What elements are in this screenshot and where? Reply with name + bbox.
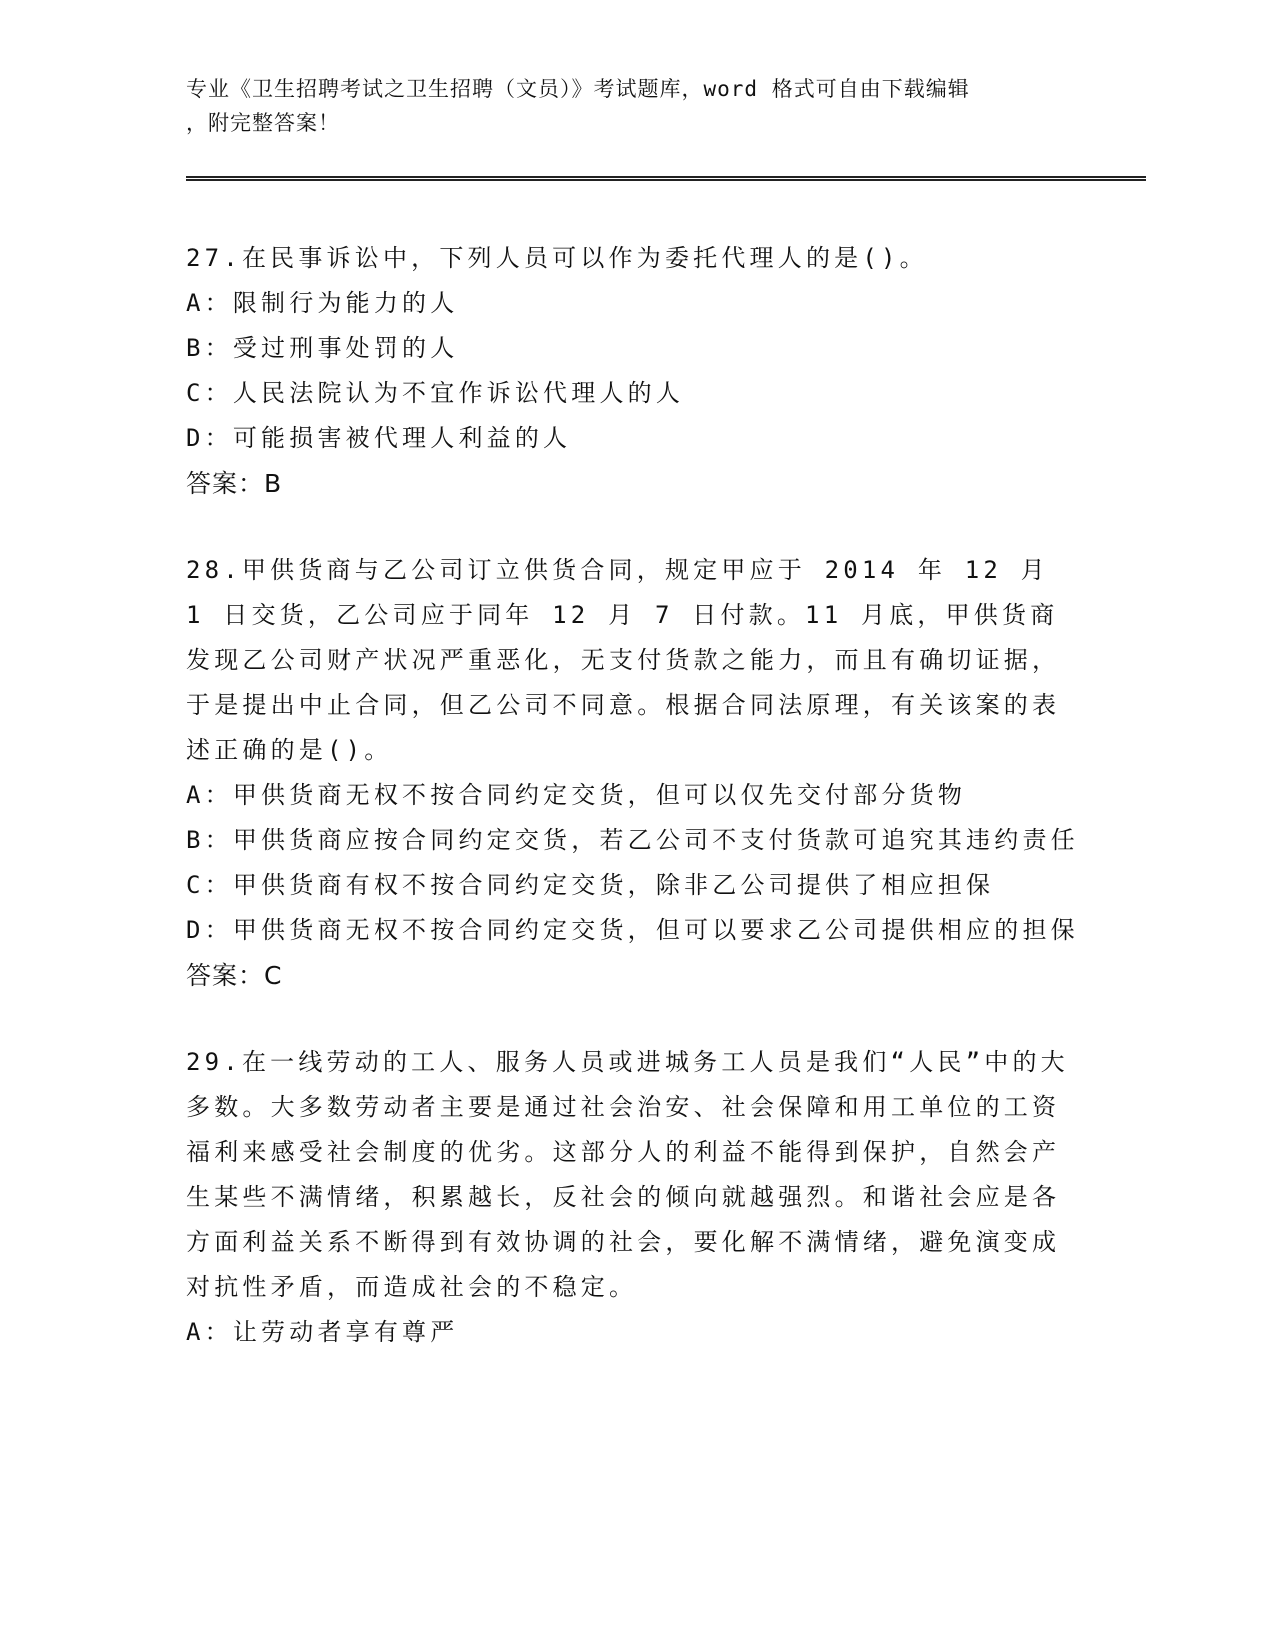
option-c: C：甲供货商有权不按合同约定交货，除非乙公司提供了相应担保 xyxy=(186,871,995,899)
answer-label: 答案：C xyxy=(186,961,283,990)
header-subtitle-line: ，附完整答案！ xyxy=(186,111,340,135)
option-d: D：可能损害被代理人利益的人 xyxy=(186,424,572,452)
question-list xyxy=(186,236,1086,1397)
question-text: 28.甲供货商与乙公司订立供货合同，规定甲应于 2014 年 12 月 1 日交货，乙公司应于同年 12 月 7 日付款。11 月底，甲供货商发现乙公司财产状况严重恶化，无支付货款之能力，而且有确切证据，于是提出中止合同，但乙公司不同意。根据合同法原理，有关该案的表述正确的是()。 xyxy=(186,556,1061,764)
option-c: C：人民法院认为不宜作诉讼代理人的人 xyxy=(186,379,685,407)
answer-label: 答案：B xyxy=(186,469,283,498)
question-29 xyxy=(186,1040,1086,1355)
option-a: A：甲供货商无权不按合同约定交货，但可以仅先交付部分货物 xyxy=(186,781,967,809)
option-a: A：让劳动者享有尊严 xyxy=(186,1318,459,1346)
question-27 xyxy=(186,236,1086,506)
question-28 xyxy=(186,548,1086,998)
header-divider xyxy=(186,176,1146,181)
question-text: 27.在民事诉讼中，下列人员可以作为委托代理人的是()。 xyxy=(186,244,928,272)
option-b: B：甲供货商应按合同约定交货，若乙公司不支付货款可追究其违约责任 xyxy=(186,826,1079,854)
question-text: 29.在一线劳动的工人、服务人员或进城务工人员是我们“人民”中的大多数。大多数劳动者主要是通过社会治安、社会保障和用工单位的工资福利来感受社会制度的优劣。这部分人的利益不能得到保护，自然会产生某些不满情绪，积累越长，反社会的倾向就越强烈。和谐社会应是各方面利益关系不断得到有效协调的社会，要化解不满情绪，避免演变成对抗性矛盾，而造成社会的不稳定。 xyxy=(186,1048,1069,1301)
header-title-line: 专业《卫生招聘考试之卫生招聘（文员）》考试题库，word 格式可自由下载编辑 xyxy=(186,77,970,101)
option-d: D：甲供货商无权不按合同约定交货，但可以要求乙公司提供相应的担保 xyxy=(186,916,1079,944)
option-b: B：受过刑事处罚的人 xyxy=(186,334,459,362)
option-a: A：限制行为能力的人 xyxy=(186,289,459,317)
page-header xyxy=(186,72,1066,140)
